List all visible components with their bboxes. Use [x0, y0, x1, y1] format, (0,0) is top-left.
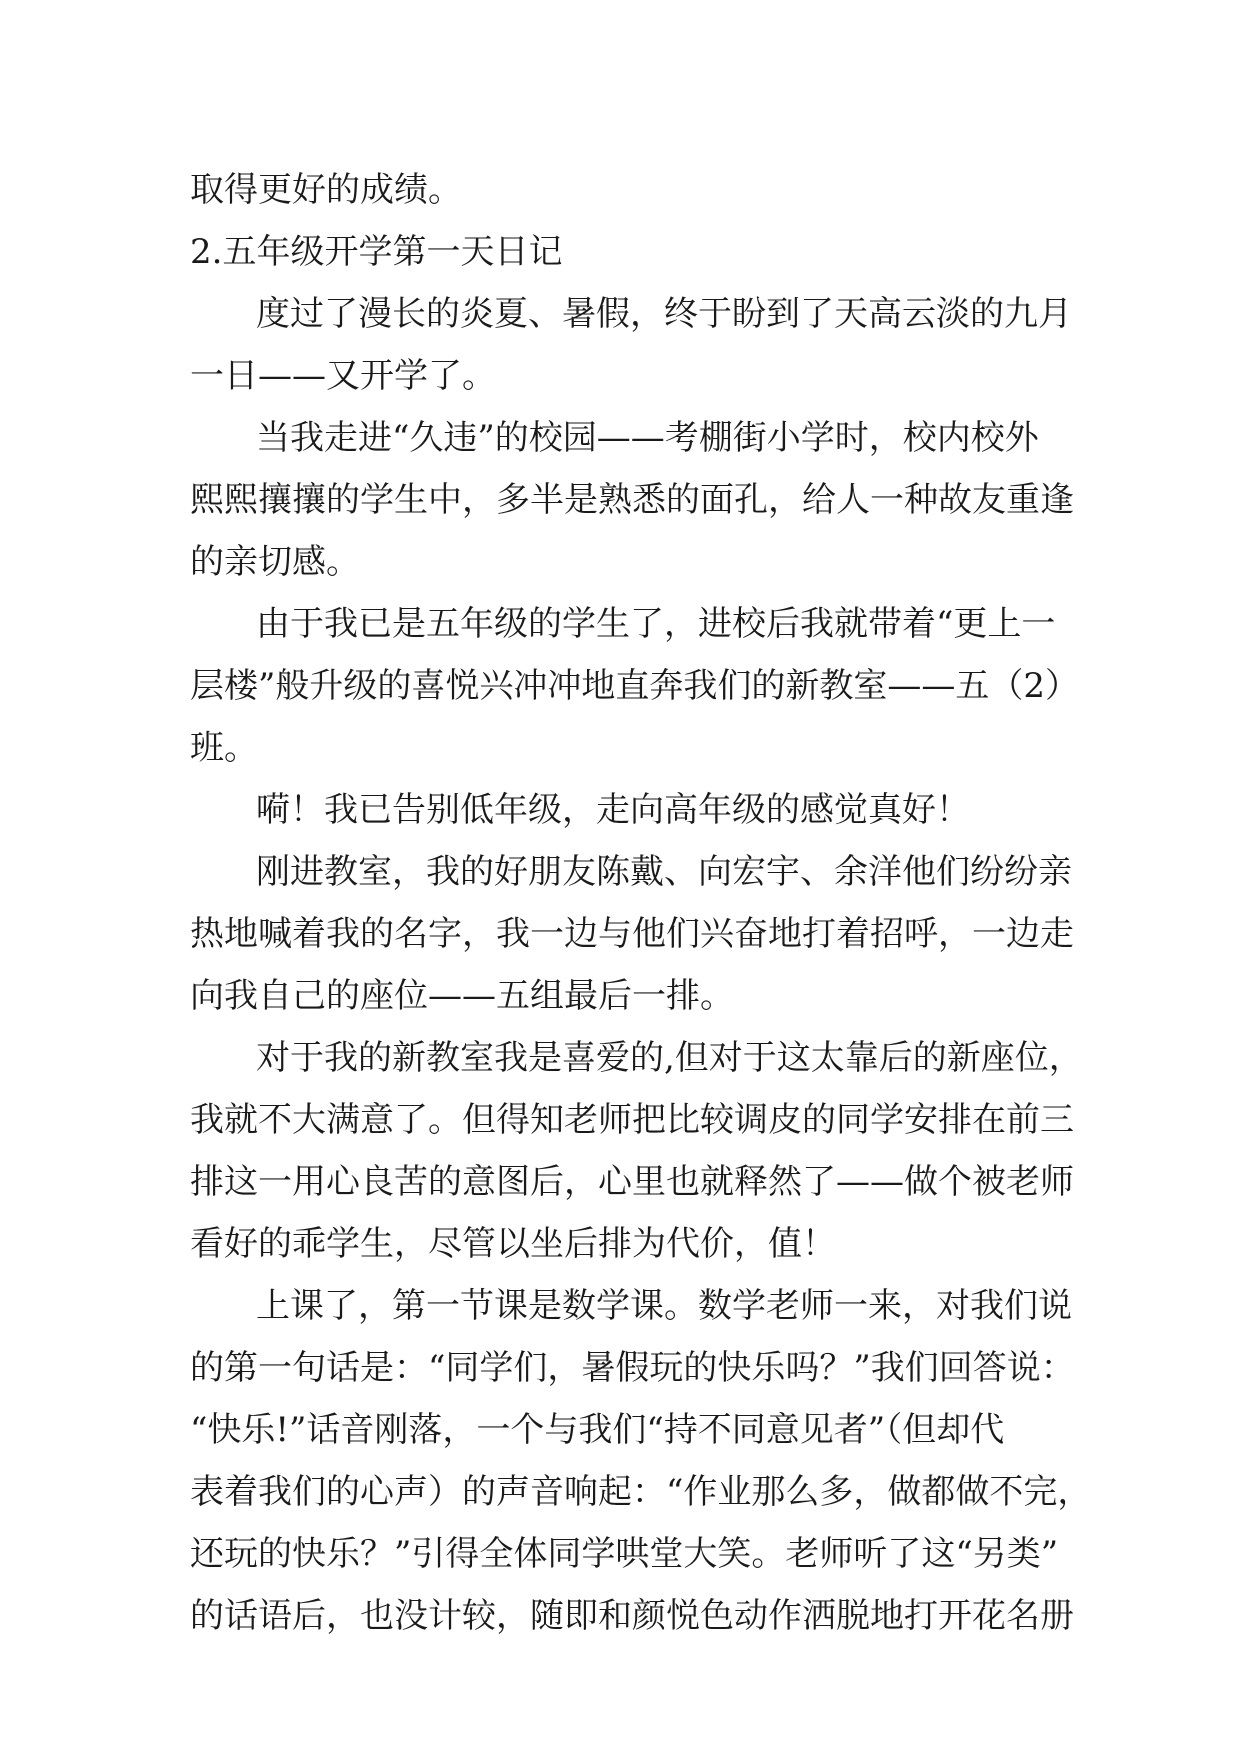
- text-line: 的亲切感。: [190, 542, 360, 582]
- text-line: 上课了，第一节课是数学课。数学老师一来，对我们说: [256, 1286, 1072, 1326]
- text-line: 向我自己的座位——五组最后一排。: [190, 976, 734, 1016]
- text-line: 熙熙攘攘的学生中，多半是熟悉的面孔，给人一种故友重逢: [190, 480, 1074, 520]
- text-line: 表着我们的心声）的声音响起：“作业那么多，做都做不完，: [190, 1472, 1092, 1512]
- text-line: 一日——又开学了。: [190, 356, 496, 396]
- text-line: 取得更好的成绩。: [190, 170, 462, 210]
- text-line: 嗬！我已告别低年级，走向高年级的感觉真好！: [256, 790, 970, 830]
- text-line: 的话语后，也没计较，随即和颜悦色动作洒脱地打开花名册: [190, 1596, 1074, 1636]
- text-line: 热地喊着我的名字，我一边与他们兴奋地打着招呼，一边走: [190, 914, 1074, 954]
- text-line: 由于我已是五年级的学生了，进校后我就带着“更上一: [256, 604, 1056, 644]
- document-body: [190, 159, 1092, 1647]
- text-line: “快乐!”话音刚落，一个与我们“持不同意见者”（但却代: [190, 1410, 1005, 1450]
- text-line: 还玩的快乐？”引得全体同学哄堂大笑。老师听了这“另类”: [190, 1534, 1059, 1574]
- text-line: 看好的乖学生，尽管以坐后排为代价，值！: [190, 1224, 836, 1264]
- text-line: 刚进教室，我的好朋友陈戴、向宏宇、余洋他们纷纷亲: [256, 852, 1072, 892]
- text-line: 排这一用心良苦的意图后，心里也就释然了——做个被老师: [190, 1162, 1074, 1202]
- section-heading: 2.五年级开学第一天日记: [190, 232, 563, 272]
- text-line: 度过了漫长的炎夏、暑假，终于盼到了天高云淡的九月: [256, 294, 1072, 334]
- text-line: 班。: [190, 728, 258, 768]
- text-line: 对于我的新教室我是喜爱的,但对于这太靠后的新座位，: [256, 1038, 1083, 1078]
- text-line: 的第一句话是：“同学们，暑假玩的快乐吗？”我们回答说：: [190, 1348, 1075, 1388]
- text-line: 我就不大满意了。但得知老师把比较调皮的同学安排在前三: [190, 1100, 1074, 1140]
- text-line: 当我走进“久违”的校园——考棚街小学时，校内校外: [256, 418, 1039, 458]
- text-line: 层楼”般升级的喜悦兴冲冲地直奔我们的新教室——五（2）: [190, 666, 1080, 706]
